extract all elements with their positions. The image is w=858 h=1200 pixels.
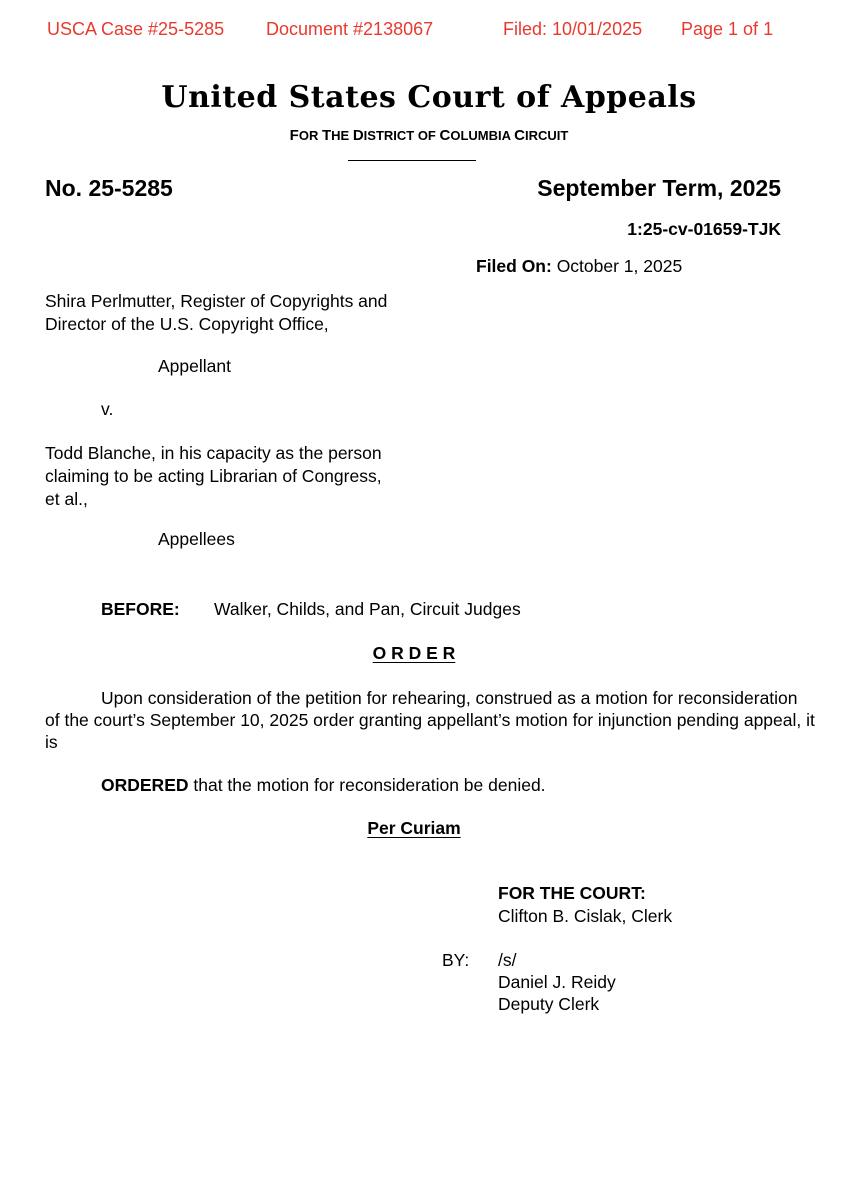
per-curiam: Per Curiam	[367, 818, 461, 838]
case-number: No. 25-5285	[45, 175, 173, 201]
filed-on-date: October 1, 2025	[551, 256, 683, 276]
for-the-court: FOR THE COURT:	[498, 883, 646, 903]
appellee-line-1: Todd Blanche, in his capacity as the person	[45, 443, 382, 463]
court-term: September Term, 2025	[537, 175, 781, 201]
appellant-role: Appellant	[158, 356, 231, 376]
order-paragraph: Upon consideration of the petition for rehearing, construed as a motion for reconsideration of the court’s September 10, 2025 order granting appellant’s motion for injunction pending appeal, it is	[45, 688, 815, 752]
signature-mark: /s/	[498, 950, 517, 970]
order-heading: O R D E R	[372, 643, 456, 663]
by-label: BY:	[442, 950, 470, 970]
appellee-line-3: et al.,	[45, 489, 88, 509]
district-case-number: 1:25-cv-01659-TJK	[627, 219, 781, 239]
deputy-clerk-name: Daniel J. Reidy	[498, 972, 616, 992]
appellant-line-1: Shira Perlmutter, Register of Copyrights and	[45, 291, 388, 311]
stamp-case-number: USCA Case #25-5285	[47, 19, 225, 39]
appellee-role: Appellees	[158, 529, 235, 549]
stamp-document-number: Document #2138067	[266, 19, 434, 39]
panel-label: BEFORE:	[101, 599, 180, 619]
court-circuit: FOR THE DISTRICT OF COLUMBIA CIRCUIT	[289, 127, 569, 144]
deputy-clerk-title: Deputy Clerk	[498, 994, 600, 1014]
caption-divider	[348, 160, 476, 161]
ordered-clause	[101, 775, 546, 796]
stamp-filed-date: Filed: 10/01/2025	[503, 19, 643, 39]
clerk-name: Clifton B. Cislak, Clerk	[498, 906, 673, 926]
filed-on-label: Filed On:	[476, 256, 552, 276]
filed-on	[476, 256, 682, 277]
ordered-text: that the motion for reconsideration be denied.	[188, 775, 546, 795]
appellee-line-2: claiming to be acting Librarian of Congress,	[45, 466, 382, 486]
panel-judges: Walker, Childs, and Pan, Circuit Judges	[214, 599, 521, 619]
court-name: United States Court of Appeals	[161, 80, 697, 115]
ordered-label: ORDERED	[101, 775, 189, 795]
versus: v.	[101, 399, 114, 419]
appellant-line-2: Director of the U.S. Copyright Office,	[45, 314, 329, 334]
stamp-page-count: Page 1 of 1	[681, 19, 774, 39]
